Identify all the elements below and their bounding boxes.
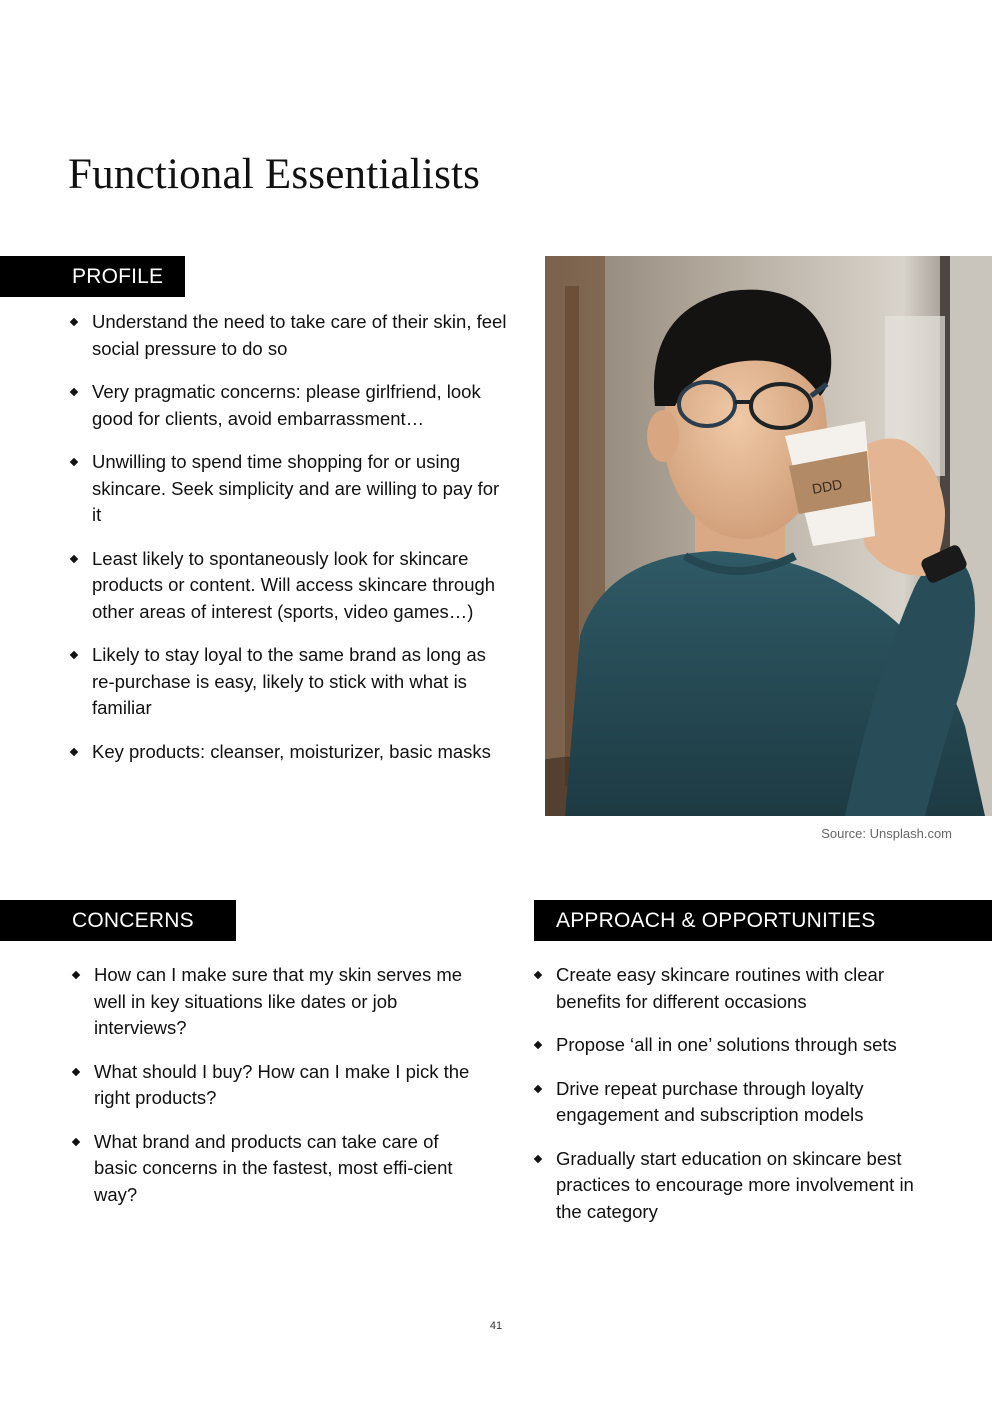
list-item: [532, 962, 932, 1015]
list-item-text: Likely to stay loyal to the same brand as long as re-purchase is easy, likely to stick with what is familiar: [92, 644, 486, 718]
list-item: [68, 449, 513, 529]
approach-list: [532, 962, 932, 1242]
bullet-icon: [534, 1154, 542, 1162]
list-item-text: Least likely to spontaneously look for skincare products or content. Will access skincare through other areas of interest (sports, video games…): [92, 547, 496, 622]
list-item: [532, 1076, 932, 1129]
bullet-icon: [534, 971, 542, 979]
list-item-text: Key products: cleanser, moisturizer, basic masks: [92, 740, 491, 762]
list-item-text: Propose ‘all in one’ solutions through sets: [556, 1034, 897, 1055]
list-item-text: Gradually start education on skincare best practices to encourage more involvement in the category: [556, 1147, 914, 1222]
list-item: [70, 962, 470, 1042]
bullet-icon: [70, 388, 78, 396]
page-title: Functional Essentialists: [68, 151, 481, 198]
bullet-icon: [534, 1041, 542, 1049]
page-number: 41: [489, 1320, 503, 1332]
bullet-icon: [70, 554, 78, 562]
profile-list: [68, 309, 513, 782]
profile-photo: [545, 256, 992, 816]
profile-section-label: PROFILE: [0, 256, 185, 297]
bullet-icon: [70, 318, 78, 326]
man-drinking-coffee-image: [545, 256, 992, 816]
list-item: [68, 739, 513, 766]
photo-caption: Source: Unsplash.com: [821, 826, 952, 841]
list-item: [532, 1146, 932, 1226]
list-item: [70, 1129, 470, 1209]
list-item-text: Unwilling to spend time shopping for or using skincare. Seek simplicity and are willing to pay for it: [92, 451, 500, 525]
list-item: [68, 379, 513, 432]
list-item: [532, 1032, 932, 1059]
approach-section-label: APPROACH & OPPORTUNITIES: [534, 900, 992, 941]
bullet-icon: [70, 458, 78, 466]
bullet-icon: [72, 1067, 80, 1075]
bullet-icon: [70, 651, 78, 659]
cup-label: DDD: [810, 475, 844, 497]
concerns-list: [70, 962, 470, 1225]
list-item-text: Create easy skincare routines with clear benefits for different occasions: [556, 964, 885, 1012]
list-item-text: What brand and products can take care of basic concerns in the fastest, most effi-cient way?: [94, 1130, 453, 1205]
list-item: [68, 309, 513, 362]
list-item-text: Understand the need to take care of their skin, feel social pressure to do so: [92, 311, 507, 359]
bullet-icon: [534, 1084, 542, 1092]
list-item-text: Very pragmatic concerns: please girlfriend, look good for clients, avoid embarrassment…: [92, 381, 481, 429]
list-item: [68, 642, 513, 722]
concerns-section-label: CONCERNS: [0, 900, 236, 941]
bullet-icon: [72, 971, 80, 979]
list-item-text: Drive repeat purchase through loyalty engagement and subscription models: [556, 1077, 864, 1125]
bullet-icon: [72, 1137, 80, 1145]
list-item: [68, 546, 513, 626]
list-item-text: What should I buy? How can I make I pick the right products?: [94, 1060, 470, 1108]
list-item-text: How can I make sure that my skin serves me well in key situations like dates or job interviews?: [94, 964, 463, 1038]
list-item: [70, 1059, 470, 1112]
bullet-icon: [70, 747, 78, 755]
